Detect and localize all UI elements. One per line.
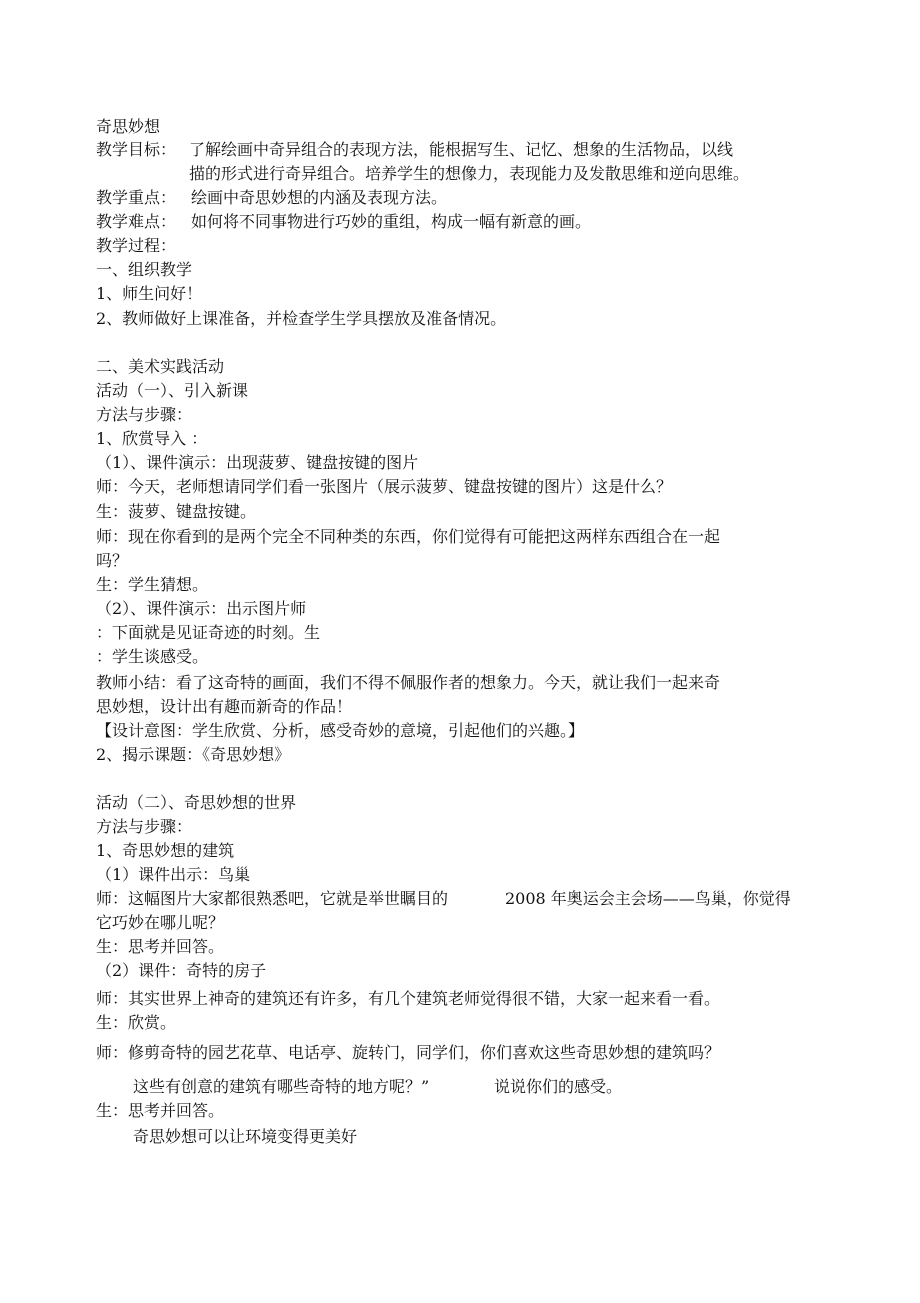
section1-heading: 一、组织教学 [96,260,193,279]
activity1-student-line2: 生：学生猜想。 [96,575,209,594]
activity2-conclusion: 奇思妙想可以让环境变得更美好 [133,1127,358,1146]
activity2-title: 活动（二）、奇思妙想的世界 [96,793,297,812]
activity2-sub2: （2）课件：奇特的房子 [96,961,267,980]
activity1-sub2: （2）、课件演示：出示图片师 [96,599,307,618]
activity2-student-line1: 生：思考并回答。 [96,937,225,956]
process-heading: 教学过程： [96,236,177,255]
activity1-step2: 2、揭示课题：《奇思妙想》 [96,745,291,764]
activity2-teacher-line1a: 师：这幅图片大家都很熟悉吧，它就是举世瞩目的 [96,889,449,908]
objective-text-line1: 了解绘画中奇异组合的表现方法，能根据写生、记忆、想象的生活物品，以线 [189,140,734,159]
section1-item2: 2、教师做好上课准备，并检查学生学具摆放及准备情况。 [96,309,507,328]
activity1-teacher-line3: ：下面就是见证奇迹的时刻。生 [96,623,321,642]
difficulty-label: 教学难点： [96,212,177,231]
activity2-step1: 1、奇思妙想的建筑 [96,841,235,860]
activity1-teacher-line2a: 师：现在你看到的是两个完全不同种类的东西，你们觉得有可能把这两样东西组合在一起 [96,527,721,546]
activity2-teacher-line1c: 它巧妙在哪儿呢？ [96,913,225,932]
activity1-sub1: （1）、课件演示：出现菠萝、键盘按键的图片 [96,453,419,472]
activity2-teacher-line2: 师：其实世界上神奇的建筑还有许多，有几个建筑老师觉得很不错，大家一起来看一看。 [96,989,721,1008]
activity2-teacher-line3-cont-a: 这些有创意的建筑有哪些奇特的地方呢？” [133,1077,430,1096]
difficulty-text: 如何将不同事物进行巧妙的重组，构成一幅有新意的画。 [191,212,592,231]
activity1-summary-line1: 教师小结：看了这奇特的画面，我们不得不佩服作者的想象力。今天，就让我们一起来奇 [96,673,721,692]
activity1-student-line3: ：学生谈感受。 [96,647,209,666]
key-point-label: 教学重点： [96,188,177,207]
key-point-text: 绘画中奇思妙想的内涵及表现方法。 [191,188,448,207]
activity2-student-line2: 生：欣赏。 [96,1013,177,1032]
section2-heading: 二、美术实践活动 [96,357,225,376]
activity2-teacher-line3-cont-b: 说说你们的感受。 [494,1077,623,1096]
activity1-teacher-line1: 师：今天，老师想请同学们看一张图片（展示菠萝、键盘按键的图片）这是什么？ [96,477,673,496]
activity1-design-intent: 【设计意图：学生欣赏、分析，感受奇妙的意境，引起他们的兴趣。】 [96,721,585,740]
activity1-teacher-line2b: 吗？ [96,551,129,570]
activity2-teacher-line3: 师：修剪奇特的园艺花草、电话亭、旋转门，同学们，你们喜欢这些奇思妙想的建筑吗？ [96,1043,721,1062]
activity1-method: 方法与步骤： [96,405,193,424]
activity2-teacher-line1b: 2008 年奥运会主会场——鸟巢，你觉得 [505,889,791,908]
activity1-summary-line2: 思妙想，设计出有趣而新奇的作品！ [96,697,353,716]
activity2-student-line3: 生：思考并回答。 [96,1101,225,1120]
document-title: 奇思妙想 [96,117,161,136]
activity2-method: 方法与步骤： [96,817,193,836]
objective-text-line2: 描的形式进行奇异组合。培养学生的想像力，表现能力及发散思维和逆向思维。 [189,164,750,183]
activity1-step1: 1、欣赏导入 ： [96,429,208,448]
objective-label: 教学目标： [96,140,177,159]
section1-item1: 1、师生问好！ [96,284,203,303]
activity2-sub1: （1）课件出示：鸟巢 [96,865,251,884]
activity1-student-line1: 生：菠萝、键盘按键。 [96,502,257,521]
activity1-title: 活动（一）、引入新课 [96,381,249,400]
